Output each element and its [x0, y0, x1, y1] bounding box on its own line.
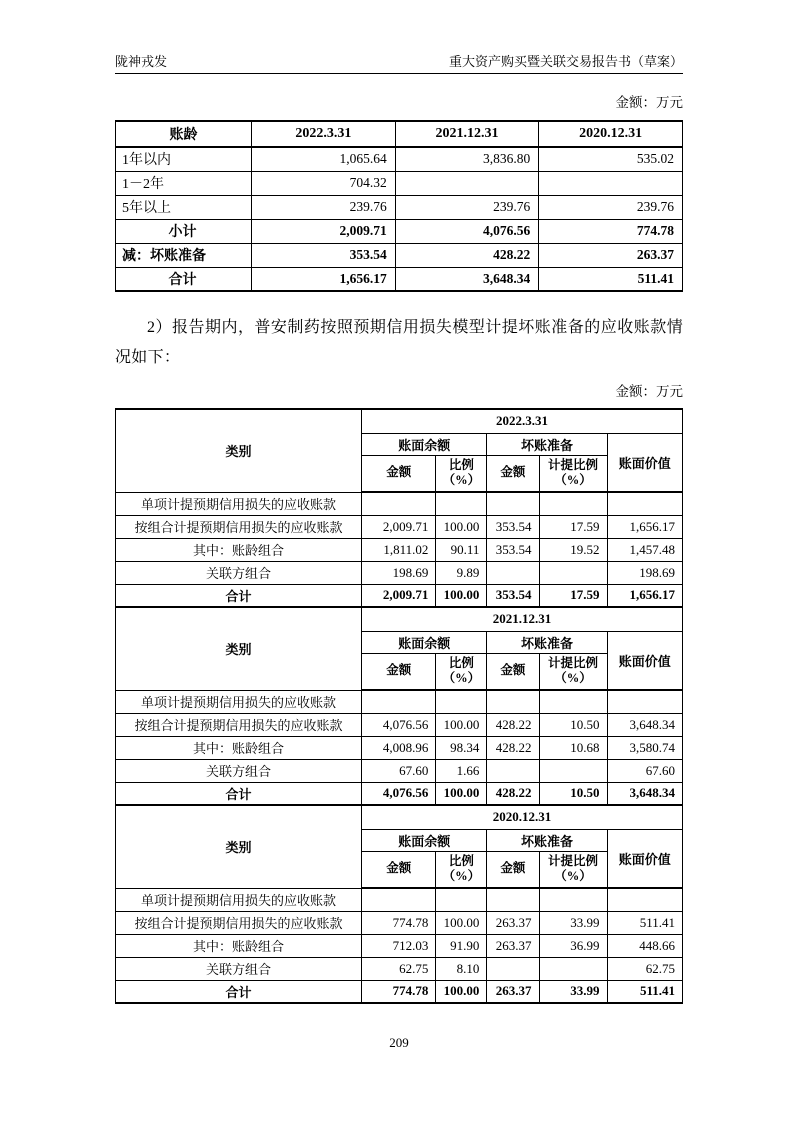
cell: 36.99 [539, 934, 607, 957]
amount-header: 金额 [362, 455, 436, 492]
cell: 17.59 [539, 515, 607, 538]
page-number: 209 [389, 1035, 409, 1050]
cell: 33.99 [539, 980, 607, 1003]
cell [436, 888, 487, 911]
cell [539, 171, 683, 195]
header-company-name: 陇神戎发 [115, 54, 168, 69]
cell: 67.60 [607, 759, 682, 782]
provision-ratio-header [539, 653, 607, 690]
amount-header: 金额 [487, 851, 539, 888]
provision-group-header: 坏账准备 [487, 631, 607, 653]
cell: 263.37 [487, 934, 539, 957]
date-header: 2020.12.31 [362, 805, 683, 829]
ratio-header [436, 653, 487, 690]
row-label: 减：坏账准备 [116, 243, 252, 267]
section-header-row [116, 409, 683, 433]
ratio-header-line1: 比例 [448, 655, 474, 670]
cell: 4,008.96 [362, 736, 436, 759]
cell [487, 690, 539, 713]
amount-header: 金额 [487, 653, 539, 690]
row-label: 按组合计提预期信用损失的应收账款 [116, 911, 362, 934]
table-row [116, 492, 683, 515]
ratio-header-line1: 比例 [448, 853, 474, 868]
row-label: 单项计提预期信用损失的应收账款 [116, 690, 362, 713]
row-label: 1－2年 [116, 171, 252, 195]
cell: 239.76 [252, 195, 396, 219]
cell [487, 492, 539, 515]
cell: 10.50 [539, 713, 607, 736]
cell: 511.41 [607, 911, 682, 934]
total-row [116, 980, 683, 1003]
book-value-header: 账面价值 [607, 829, 682, 888]
row-label: 5年以上 [116, 195, 252, 219]
cell [539, 759, 607, 782]
cell: 100.00 [436, 911, 487, 934]
table-row [116, 888, 683, 911]
cell [607, 690, 682, 713]
cell: 353.54 [252, 243, 396, 267]
provision-ratio-header-line1: 计提比例 [548, 655, 599, 670]
cell: 19.52 [539, 538, 607, 561]
cell: 62.75 [362, 957, 436, 980]
amount-header: 金额 [487, 455, 539, 492]
cell: 17.59 [539, 584, 607, 607]
table-header-row [116, 121, 683, 147]
cell [436, 690, 487, 713]
header-report-title: 重大资产购买暨关联交易报告书（草案） [448, 54, 683, 69]
total-row [116, 267, 683, 291]
provision-group-header: 坏账准备 [487, 829, 607, 851]
category-header: 类别 [116, 409, 362, 492]
cell: 428.22 [487, 782, 539, 805]
provision-ratio-header-line2: （%） [554, 869, 592, 884]
cell: 100.00 [436, 515, 487, 538]
ratio-header-line2: （%） [442, 473, 481, 488]
cell: 2,009.71 [252, 219, 396, 243]
cell: 4,076.56 [395, 219, 539, 243]
category-header: 类别 [116, 607, 362, 690]
table-row [116, 538, 683, 561]
table-row [116, 243, 683, 267]
table-row [116, 759, 683, 782]
cell: 3,648.34 [395, 267, 539, 291]
category-header: 类别 [116, 805, 362, 888]
cell: 535.02 [539, 147, 683, 171]
cell: 239.76 [539, 195, 683, 219]
row-label: 单项计提预期信用损失的应收账款 [116, 492, 362, 515]
cell: 774.78 [362, 980, 436, 1003]
balance-group-header: 账面余额 [362, 829, 487, 851]
column-header: 2021.12.31 [395, 121, 539, 147]
row-label: 1年以内 [116, 147, 252, 171]
row-label: 按组合计提预期信用损失的应收账款 [116, 713, 362, 736]
cell: 2,009.71 [362, 584, 436, 607]
date-header: 2022.3.31 [362, 409, 683, 433]
column-header: 2020.12.31 [539, 121, 683, 147]
amount-header: 金额 [362, 653, 436, 690]
cell [539, 690, 607, 713]
row-label: 合计 [116, 584, 362, 607]
cell: 100.00 [436, 980, 487, 1003]
body-paragraph: 2）报告期内，普安制药按照预期信用损失模型计提坏账准备的应收账款情况如下： [115, 319, 683, 366]
cell: 198.69 [607, 561, 682, 584]
row-label: 按组合计提预期信用损失的应收账款 [116, 515, 362, 538]
cell: 263.37 [487, 911, 539, 934]
cell: 712.03 [362, 934, 436, 957]
provision-ratio-header [539, 851, 607, 888]
cell: 3,836.80 [395, 147, 539, 171]
book-value-header: 账面价值 [607, 631, 682, 690]
provision-ratio-header [539, 455, 607, 492]
cell [395, 171, 539, 195]
cell: 62.75 [607, 957, 682, 980]
cell: 9.89 [436, 561, 487, 584]
cell: 774.78 [362, 911, 436, 934]
cell: 10.50 [539, 782, 607, 805]
row-label: 小计 [116, 219, 252, 243]
provision-table [115, 408, 683, 1004]
section-header-row [116, 805, 683, 829]
cell: 263.37 [539, 243, 683, 267]
cell [362, 492, 436, 515]
column-header: 2022.3.31 [252, 121, 396, 147]
table-row [116, 147, 683, 171]
cell: 1,065.64 [252, 147, 396, 171]
cell: 2,009.71 [362, 515, 436, 538]
subtotal-row [116, 219, 683, 243]
ratio-header [436, 851, 487, 888]
row-label: 其中：账龄组合 [116, 736, 362, 759]
cell: 263.37 [487, 980, 539, 1003]
table-row [116, 911, 683, 934]
cell: 100.00 [436, 782, 487, 805]
cell: 3,580.74 [607, 736, 682, 759]
cell [487, 888, 539, 911]
provision-section-2021 [116, 607, 683, 805]
ratio-header-line1: 比例 [448, 457, 474, 472]
cell: 428.22 [395, 243, 539, 267]
cell: 91.90 [436, 934, 487, 957]
cell [436, 492, 487, 515]
amount-header: 金额 [362, 851, 436, 888]
cell [539, 561, 607, 584]
cell: 1,457.48 [607, 538, 682, 561]
table-row [116, 957, 683, 980]
cell: 100.00 [436, 713, 487, 736]
table-row [116, 690, 683, 713]
balance-group-header: 账面余额 [362, 631, 487, 653]
cell [487, 759, 539, 782]
provision-ratio-header-line1: 计提比例 [548, 853, 599, 868]
cell: 3,648.34 [607, 713, 682, 736]
total-row [116, 584, 683, 607]
table-row [116, 515, 683, 538]
cell [539, 957, 607, 980]
amount-unit-label: 金额：万元 [615, 384, 683, 399]
cell: 10.68 [539, 736, 607, 759]
cell [607, 492, 682, 515]
ratio-header-line2: （%） [442, 869, 481, 884]
cell [539, 888, 607, 911]
cell: 774.78 [539, 219, 683, 243]
table-row [116, 934, 683, 957]
table-row [116, 195, 683, 219]
provision-group-header: 坏账准备 [487, 433, 607, 455]
table-row [116, 736, 683, 759]
total-row [116, 782, 683, 805]
table-row [116, 171, 683, 195]
row-label: 合计 [116, 267, 252, 291]
ratio-header-line2: （%） [442, 671, 481, 686]
column-header: 账龄 [116, 121, 252, 147]
cell: 428.22 [487, 736, 539, 759]
cell [487, 957, 539, 980]
cell: 3,648.34 [607, 782, 682, 805]
cell: 353.54 [487, 515, 539, 538]
cell: 1.66 [436, 759, 487, 782]
provision-section-2020 [116, 805, 683, 1003]
date-header: 2021.12.31 [362, 607, 683, 631]
provision-ratio-header-line1: 计提比例 [548, 457, 599, 472]
row-label: 其中：账龄组合 [116, 934, 362, 957]
row-label: 单项计提预期信用损失的应收账款 [116, 888, 362, 911]
table-row [116, 561, 683, 584]
table-row [116, 713, 683, 736]
row-label: 合计 [116, 782, 362, 805]
provision-ratio-header-line2: （%） [554, 671, 592, 686]
cell: 428.22 [487, 713, 539, 736]
cell: 1,811.02 [362, 538, 436, 561]
cell: 4,076.56 [362, 782, 436, 805]
cell: 511.41 [539, 267, 683, 291]
cell: 4,076.56 [362, 713, 436, 736]
cell: 67.60 [362, 759, 436, 782]
cell: 98.34 [436, 736, 487, 759]
section-header-row [116, 607, 683, 631]
cell: 353.54 [487, 538, 539, 561]
cell [539, 492, 607, 515]
amount-unit-label: 金额：万元 [615, 95, 683, 110]
row-label: 关联方组合 [116, 957, 362, 980]
cell: 1,656.17 [607, 515, 682, 538]
provision-section-2022 [116, 409, 683, 607]
cell: 353.54 [487, 584, 539, 607]
cell: 1,656.17 [607, 584, 682, 607]
cell: 90.11 [436, 538, 487, 561]
cell [362, 690, 436, 713]
cell [362, 888, 436, 911]
cell: 239.76 [395, 195, 539, 219]
row-label: 其中：账龄组合 [116, 538, 362, 561]
cell: 8.10 [436, 957, 487, 980]
cell: 100.00 [436, 584, 487, 607]
cell: 511.41 [607, 980, 682, 1003]
row-label: 合计 [116, 980, 362, 1003]
ratio-header [436, 455, 487, 492]
cell: 1,656.17 [252, 267, 396, 291]
aging-table [115, 120, 683, 292]
row-label: 关联方组合 [116, 759, 362, 782]
balance-group-header: 账面余额 [362, 433, 487, 455]
cell [487, 561, 539, 584]
cell: 33.99 [539, 911, 607, 934]
page-header [115, 0, 683, 74]
cell [607, 888, 682, 911]
cell: 704.32 [252, 171, 396, 195]
cell: 448.66 [607, 934, 682, 957]
provision-ratio-header-line2: （%） [554, 473, 592, 488]
book-value-header: 账面价值 [607, 433, 682, 492]
cell: 198.69 [362, 561, 436, 584]
row-label: 关联方组合 [116, 561, 362, 584]
